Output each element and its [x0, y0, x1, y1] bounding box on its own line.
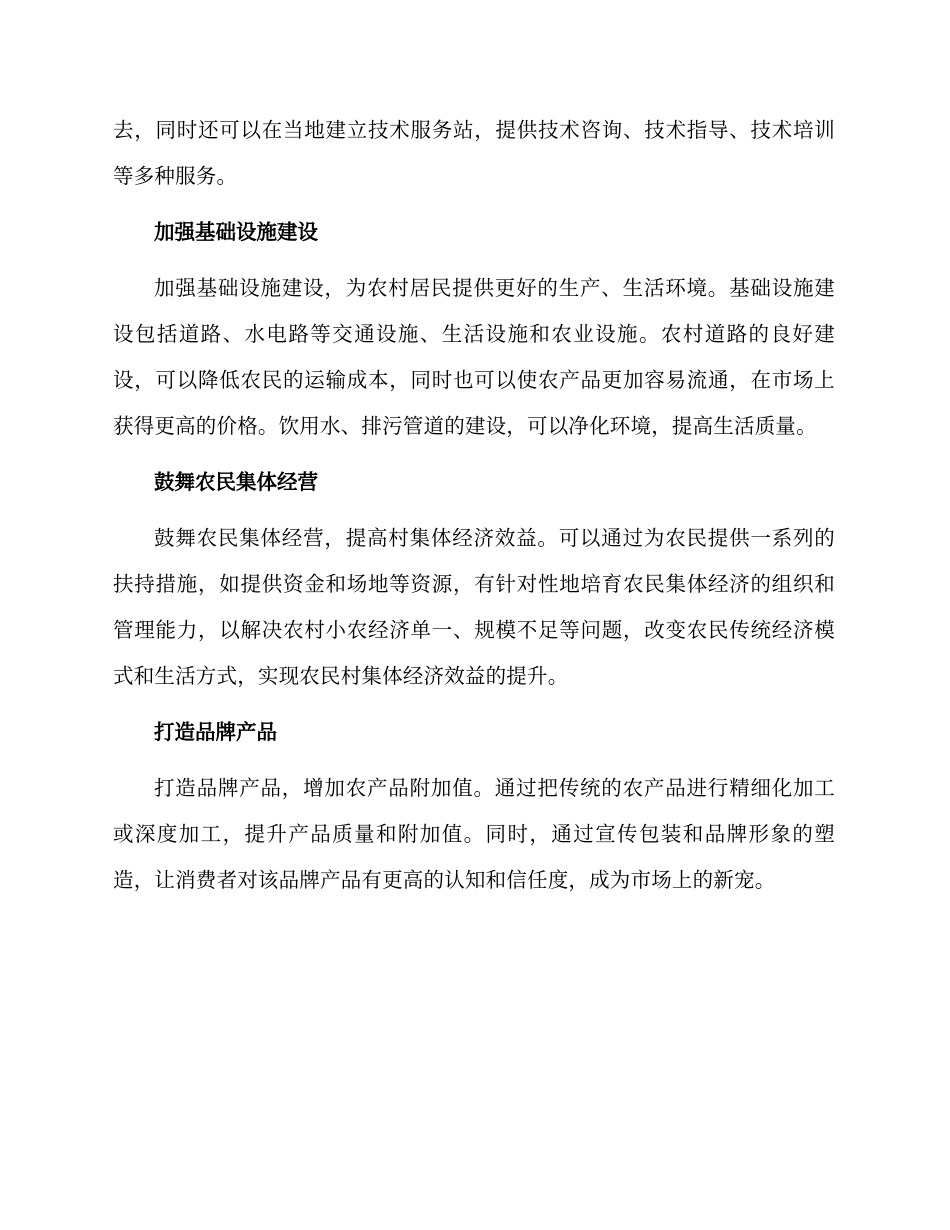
section-heading-collective: 鼓舞农民集体经营: [154, 470, 318, 494]
intro-paragraph: 去，同时还可以在当地建立技术服务站，提供技术咨询、技术指导、技术培训等多种服务。: [113, 118, 835, 188]
section-body-collective: 鼓舞农民集体经营，提高村集体经济效益。可以通过为农民提供一系列的扶持措施，如提供资金和场地等资源，有针对性地培育农民集体经济的组织和管理能力，以解决农村小农经济单一、规模不足等问题，改变农民传统经济模式和生活方式，实现农民村集体经济效益的提升。: [113, 526, 835, 688]
section-body-brand: 打造品牌产品，增加农产品附加值。通过把传统的农产品进行精细化加工或深度加工，提升产品质量和附加值。同时，通过宣传包装和品牌形象的塑造，让消费者对该品牌产品有更高的认知和信任度，成为市场上的新宠。: [113, 776, 835, 892]
section-body-infrastructure: 加强基础设施建设，为农村居民提供更好的生产、生活环境。基础设施建设包括道路、水电路等交通设施、生活设施和农业设施。农村道路的良好建设，可以降低农民的运输成本，同时也可以使农产品更加容易流通，在市场上获得更高的价格。饮用水、排污管道的建设，可以净化环境，提高生活质量。: [113, 276, 835, 438]
section-heading-brand: 打造品牌产品: [154, 720, 277, 744]
section-heading-infrastructure: 加强基础设施建设: [154, 220, 318, 244]
document-page: [113, 107, 835, 903]
